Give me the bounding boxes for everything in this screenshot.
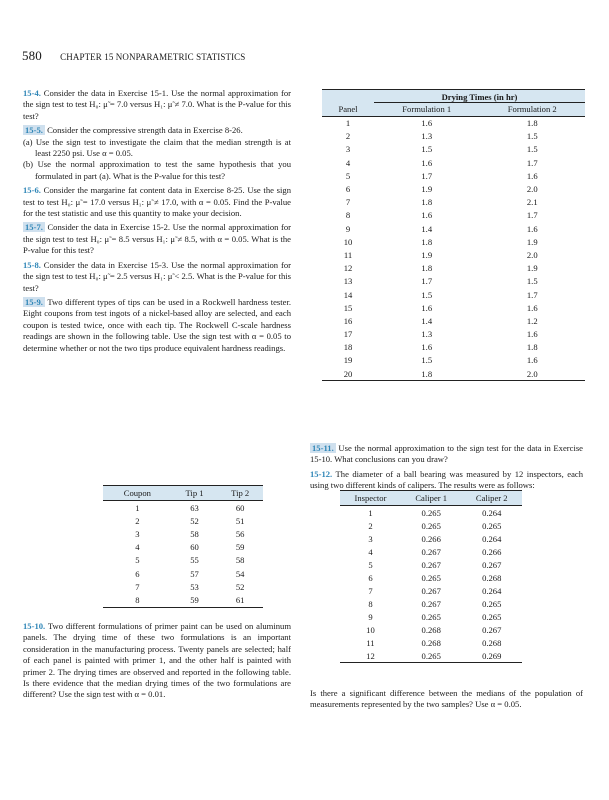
table-cell: 4: [368, 546, 373, 557]
table-cell: 1.6: [526, 223, 538, 234]
table-cell: 0.265: [482, 520, 502, 531]
table-cell: 1.6: [421, 118, 433, 129]
table-cell: 0.265: [421, 572, 441, 583]
table-row: [322, 169, 585, 182]
table-cell: 10: [343, 236, 353, 247]
table-cell: 2.0: [526, 368, 538, 379]
exercise-number: 15-10.: [23, 621, 46, 631]
table-cell: 18: [343, 342, 353, 353]
table-cell: 3: [135, 528, 140, 539]
table-cell: 0.265: [421, 650, 441, 661]
exercise-text: The diameter of a ball bearing was measured by 12 inspectors, each using two different kinds of calipers. The results were as follows:: [310, 468, 583, 491]
table-cell: 11: [343, 249, 353, 260]
table-cell: 53: [190, 581, 199, 592]
table-row: [322, 143, 585, 156]
table-cell: 0.268: [421, 624, 441, 635]
group-header-row: [322, 90, 585, 103]
table-cell: 1.5: [526, 144, 538, 155]
exercise-number: 15-4.: [23, 88, 41, 98]
col-header-formulation2: Formulation 2: [507, 104, 557, 115]
table-cell: 55: [190, 555, 199, 566]
table-cell: 1.9: [421, 249, 433, 260]
table-cell: 19: [343, 355, 353, 366]
coupon-table-body: [103, 501, 263, 608]
table-cell: 3: [345, 144, 351, 155]
drying-times-table: [322, 89, 585, 381]
exercise-15-11: [310, 443, 583, 466]
table-cell: 7: [345, 197, 351, 208]
table-row: [322, 116, 585, 130]
table-row: [340, 532, 522, 545]
table-row: [103, 554, 263, 567]
exercise-text: Consider the margarine fat content data in Exercise 8-25. Use the sign test to test H₀: μ̃ = 17.0 versus H₁: μ̃ ≠ 17.0, with α = 0.05. Find the P-value for the test statistic and use this quantity to make your decision.: [23, 185, 291, 219]
table-header-row: [103, 486, 263, 501]
table-cell: 1.6: [421, 157, 433, 168]
table-cell: 59: [235, 542, 245, 553]
exercise-15-4: [23, 88, 291, 122]
table-cell: 3: [368, 533, 373, 544]
table-row: [340, 597, 522, 610]
table-cell: 1.8: [526, 342, 538, 353]
table-cell: 1: [135, 502, 140, 513]
table-cell: 1: [368, 507, 373, 518]
exercise-text: Consider the data in Exercise 15-1. Use the normal approximation for the sign test to test H₀: μ̃ = 7.0 versus H₁: μ̃ ≠ 7.0. What is the P-value for this test?: [23, 88, 291, 121]
table-cell: 0.267: [421, 559, 441, 570]
table-cell: 17: [343, 329, 353, 340]
chapter-title: CHAPTER 15 NONPARAMETRIC STATISTICS: [60, 52, 246, 62]
table-cell: 6: [135, 568, 140, 579]
table-cell: 15: [343, 302, 353, 313]
table-cell: 8: [368, 598, 373, 609]
table-cell: 1.6: [421, 210, 433, 221]
table-cell: 1.7: [421, 276, 433, 287]
exercise-text: Consider the compressive strength data in Exercise 8-26.: [47, 125, 243, 136]
table-cell: 0.267: [421, 585, 441, 596]
exercise-15-12-question: Is there a significant difference between the medians of the population of measurements represented by the two samples? Use α = 0.05.: [310, 688, 583, 710]
table-cell: 5: [135, 555, 140, 566]
table-row: [103, 567, 263, 580]
table-cell: 2: [368, 520, 373, 531]
table-cell: 1.5: [421, 144, 433, 155]
table-cell: 1.4: [421, 223, 433, 234]
table-cell: 0.265: [482, 611, 502, 622]
table-cell: 8: [135, 594, 140, 605]
table-cell: 0.265: [421, 611, 441, 622]
table-cell: 2: [345, 131, 351, 142]
table-row: [322, 196, 585, 209]
exercise-15-9: [23, 297, 291, 354]
exercise-15-8: [23, 260, 291, 294]
table-row: [340, 558, 522, 571]
table-cell: 0.264: [482, 507, 502, 518]
table-cell: 1.5: [526, 131, 538, 142]
exercise-15-7: [23, 222, 291, 256]
table-row: [340, 649, 522, 663]
table-cell: 0.268: [482, 572, 502, 583]
table-row: [103, 541, 263, 554]
right-column-mid: [310, 443, 583, 495]
table-cell: 0.268: [421, 637, 441, 648]
table-cell: 0.265: [421, 520, 441, 531]
table-cell: 7: [135, 581, 140, 592]
right-column-bottom: [310, 688, 583, 714]
table-cell: 6: [368, 572, 373, 583]
table-row: [103, 501, 263, 515]
col-header-caliper2: Caliper 2: [475, 493, 508, 503]
left-column-top: [23, 88, 291, 357]
exercise-text: Consider the data in Exercise 15-3. Use the normal approximation for the sign test to test H₀: μ̃ = 2.5 versus H₁: μ̃ < 2.5. What is the P-value for this test?: [23, 259, 291, 293]
exercise-part-b: (b) Use the normal approximation to test the same hypothesis that you formulated in part (a). What is the P-value for this test?: [23, 159, 291, 181]
col-header-coupon: Coupon: [123, 488, 151, 498]
table-row: [340, 519, 522, 532]
table-cell: 1.8: [421, 236, 433, 247]
table-row: [322, 354, 585, 367]
table-cell: 1.9: [421, 184, 433, 195]
table-cell: 0.267: [482, 624, 502, 635]
group-header: Drying Times (in hr): [374, 90, 585, 103]
table-cell: 1.6: [526, 329, 538, 340]
table-cell: 6: [345, 184, 351, 195]
table-row: [322, 262, 585, 275]
exercise-text: Consider the data in Exercise 15-2. Use the normal approximation for the sign test to test H₀: μ̃ = 8.5 versus H₁: μ̃ ≠ 8.5, with α = 0.05. What is the P-value for this test?: [23, 222, 291, 256]
table-cell: 5: [345, 170, 351, 181]
table-cell: 2.0: [526, 249, 538, 260]
table-cell: 14: [343, 289, 353, 300]
table-cell: 1.6: [526, 170, 538, 181]
table-cell: 1.6: [526, 302, 538, 313]
table-row: [322, 130, 585, 143]
table-cell: 0.267: [482, 559, 502, 570]
table-cell: 1.5: [526, 276, 538, 287]
caliper-table: [340, 490, 522, 663]
table-row: [322, 328, 585, 341]
table-cell: 0.265: [421, 507, 441, 518]
exercise-15-10: [23, 621, 291, 701]
table-cell: 0.264: [482, 585, 502, 596]
table-cell: 59: [190, 594, 199, 605]
table-row: [322, 222, 585, 235]
table-cell: 1.8: [421, 263, 433, 274]
table-row: [340, 545, 522, 558]
table-header-row: [322, 103, 585, 117]
table-cell: 4: [135, 542, 140, 553]
table-cell: 2: [135, 515, 140, 526]
table-cell: 0.266: [482, 546, 502, 557]
table-cell: 1.5: [421, 355, 433, 366]
col-header-formulation1: Formulation 1: [402, 104, 452, 115]
table-cell: 1.4: [421, 315, 433, 326]
exercise-text: Two different types of tips can be used in a Rockwell hardness tester. Eight coupons from test ingots of a nickel-based alloy are selected, and each coupon is tested twice, once with each tip. The Rockwell C-scale hardness readings are shown in the following table. Use the sign test with α = 0.05 to determine whether or not the two tips produce equivalent hardness readings.: [23, 296, 292, 353]
table-cell: 60: [235, 502, 245, 513]
table-cell: 10: [366, 624, 375, 635]
table-cell: 11: [366, 637, 375, 648]
table-cell: 0.267: [421, 598, 441, 609]
caliper-table-body: [340, 506, 522, 663]
exercise-number: 15-12.: [310, 468, 333, 479]
table-row: [103, 593, 263, 607]
exercise-number: 15-8.: [23, 259, 41, 270]
coupon-table: [103, 485, 263, 608]
table-cell: 0.268: [482, 637, 502, 648]
table-cell: 1: [345, 118, 351, 129]
col-header-caliper1: Caliper 1: [415, 493, 448, 503]
exercise-number: 15-9.: [25, 296, 43, 307]
table-cell: 1.7: [526, 289, 538, 300]
table-row: [340, 636, 522, 649]
table-cell: 1.7: [526, 210, 538, 221]
table-cell: 1.3: [421, 131, 433, 142]
table-cell: 1.3: [421, 329, 433, 340]
table-row: [103, 580, 263, 593]
table-cell: 54: [235, 568, 245, 579]
table-cell: 1.8: [421, 197, 433, 208]
table-cell: 12: [366, 650, 375, 661]
exercise-part-a: (a) Use the sign test to investigate the claim that the median strength is at least 2250 psi. Use α = 0.05.: [23, 136, 291, 159]
table-cell: 1.7: [526, 157, 538, 168]
table-cell: 56: [235, 528, 245, 539]
table-cell: 1.2: [526, 315, 538, 326]
table-cell: 63: [190, 502, 199, 513]
left-column-bottom: [23, 621, 291, 704]
table-row: [322, 209, 585, 222]
col-header-tip1: Tip 1: [185, 488, 204, 498]
table-row: [322, 301, 585, 314]
table-cell: 51: [235, 515, 245, 526]
table-cell: 16: [343, 315, 353, 326]
exercise-number: 15-5.: [25, 125, 43, 136]
exercise-15-5: [23, 125, 291, 182]
table-cell: 20: [343, 368, 353, 379]
table-cell: 0.269: [482, 650, 502, 661]
table-cell: 58: [235, 555, 245, 566]
table-row: [322, 288, 585, 301]
table-cell: 1.8: [421, 368, 433, 379]
table-cell: 2.0: [526, 184, 538, 195]
exercise-number: 15-6.: [23, 185, 41, 196]
page-number: 580: [22, 48, 42, 63]
table-cell: 0.266: [421, 533, 441, 544]
table-row: [340, 623, 522, 636]
exercise-15-12: [310, 469, 583, 492]
table-cell: 0.264: [482, 533, 502, 544]
table-row: [340, 571, 522, 584]
table-header-row: [340, 491, 522, 506]
table-row: [322, 182, 585, 195]
col-header-tip2: Tip 2: [231, 488, 250, 498]
table-cell: 52: [235, 581, 245, 592]
exercise-number: 15-7.: [25, 222, 43, 233]
exercise-number: 15-11.: [312, 443, 334, 453]
table-cell: 12: [343, 263, 353, 274]
table-cell: 1.9: [526, 236, 538, 247]
table-cell: 1.6: [526, 355, 538, 366]
exercise-text: Use the normal approximation to the sign test for the data in Exercise 15-10. What conclusions can you draw?: [310, 443, 583, 465]
table-row: [340, 610, 522, 623]
table-cell: 1.9: [526, 263, 538, 274]
page-header: [22, 48, 245, 64]
table-row: [322, 275, 585, 288]
table-row: [322, 314, 585, 327]
table-cell: 2.1: [526, 197, 538, 208]
table-cell: 13: [343, 276, 353, 287]
table-cell: 7: [368, 585, 373, 596]
table-row: [322, 235, 585, 248]
table-cell: 1.6: [421, 342, 433, 353]
table-cell: 58: [190, 528, 199, 539]
table-row: [340, 584, 522, 597]
table-cell: 8: [345, 210, 351, 221]
table-row: [322, 341, 585, 354]
table-cell: 61: [235, 594, 245, 605]
drying-table-body: [322, 116, 585, 381]
table-row: [322, 367, 585, 381]
table-cell: 4: [345, 157, 351, 168]
col-header-panel: Panel: [338, 104, 358, 114]
exercise-text: Two different formulations of primer paint can be used on aluminum panels. The drying time of these two formulations is an important consideration in the manufacturing process. Twenty panels are selected; half of each panel is painted with primer 1, and the other half is painted with primer 2. The drying times are observed and reported in the following table. Is there evidence that the median drying times of the two formulations are different? Use the sign test with α = 0.01.: [23, 621, 291, 700]
table-cell: 57: [190, 568, 199, 579]
table-cell: 5: [368, 559, 373, 570]
table-cell: 1.6: [421, 302, 433, 313]
table-row: [103, 527, 263, 540]
table-cell: 9: [345, 223, 351, 234]
table-cell: 60: [190, 542, 199, 553]
exercise-15-6: [23, 185, 291, 219]
table-row: [322, 248, 585, 261]
col-header-inspector: Inspector: [354, 493, 387, 503]
table-row: [103, 514, 263, 527]
table-cell: 1.8: [526, 118, 538, 129]
table-cell: 1.7: [421, 170, 433, 181]
table-row: [340, 506, 522, 520]
table-cell: 52: [190, 515, 199, 526]
table-cell: 0.267: [421, 546, 441, 557]
table-cell: 9: [368, 611, 373, 622]
table-cell: 0.265: [482, 598, 502, 609]
table-cell: 1.5: [421, 289, 433, 300]
table-row: [322, 156, 585, 169]
